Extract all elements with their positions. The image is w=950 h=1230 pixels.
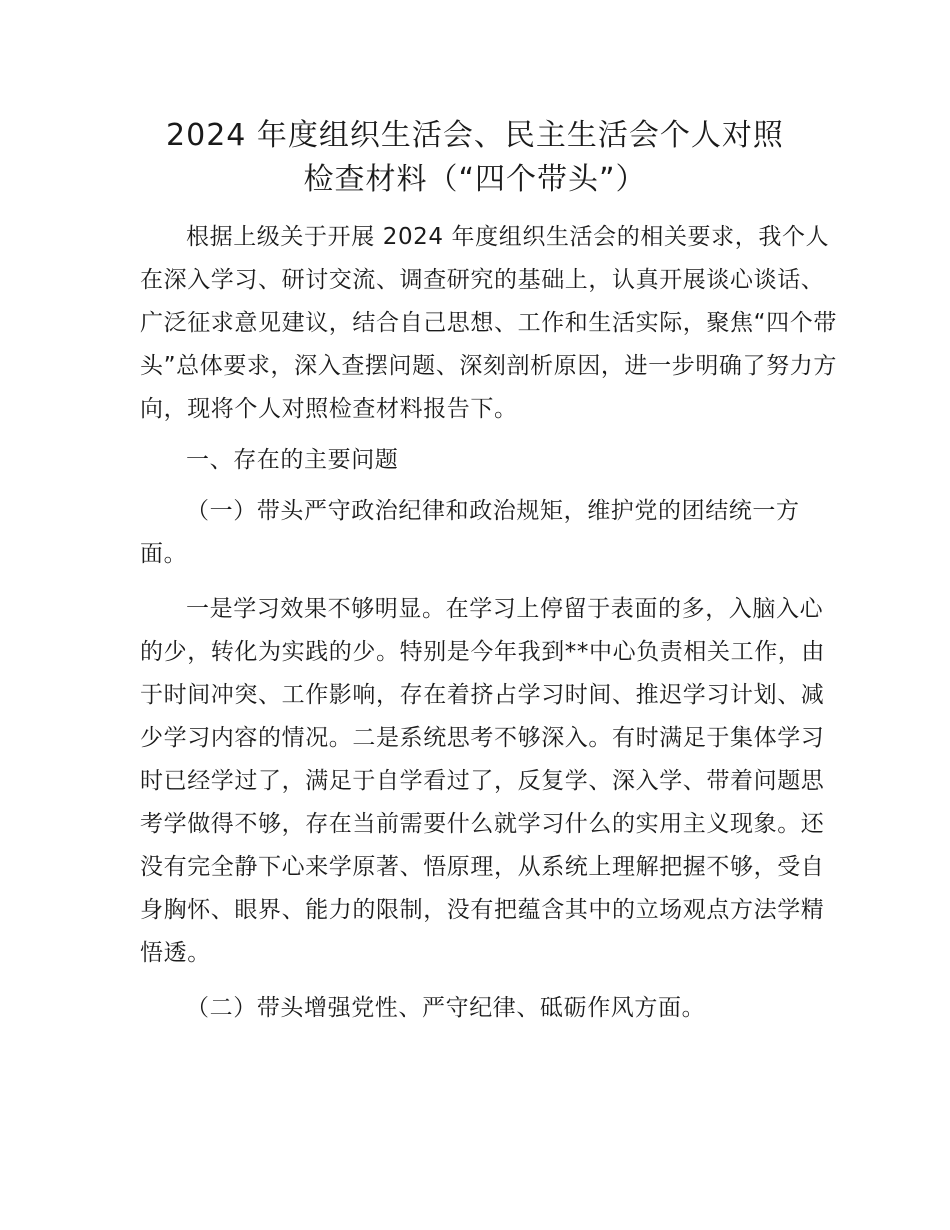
subsection-heading: （二）带头增强党性、严守纪律、砥砺作风方面。 [186,995,706,1021]
intro-paragraph: 根据上级关于开展 2024 年度组织生活会的相关要求，我个人在深入学习、研讨交流、调查研究的基础上，认真开展谈心谈话、广泛征求意见建议，结合自己思想、工作和生活实际，聚焦“四个带头”总体要求，深入查摆问题、深刻剖析原因，进一步明确了努力方向，现将个人对照检查材料报告下。 [140,224,837,422]
document-body [140,216,840,1030]
body-paragraph: 一是学习效果不够明显。在学习上停留于表面的多，入脑入心的少，转化为实践的少。特别是今年我到**中心负责相关工作，由于时间冲突、工作影响，存在着挤占学习时间、推迟学习计划、减少学习内容的情况。二是系统思考不够深入。有时满足于集体学习时已经学过了，满足于自学看过了，反复学、深入学、带着问题思考学做得不够，存在当前需要什么就学习什么的实用主义现象。还没有完全静下心来学原著、悟原理，从系统上理解把握不够，受自身胸怀、眼界、能力的限制，没有把蕴含其中的立场观点方法学精悟透。 [140,596,825,966]
document-title-line-1: 2024 年度组织生活会、民主生活会个人对照 [166,118,784,153]
document-title-line-2: 检查材料（“四个带头”） [303,162,647,197]
section-heading: 一、存在的主要问题 [186,447,399,473]
subsection-heading: （一）带头严守政治纪律和政治规矩，维护党的团结统一方面。 [140,498,800,567]
